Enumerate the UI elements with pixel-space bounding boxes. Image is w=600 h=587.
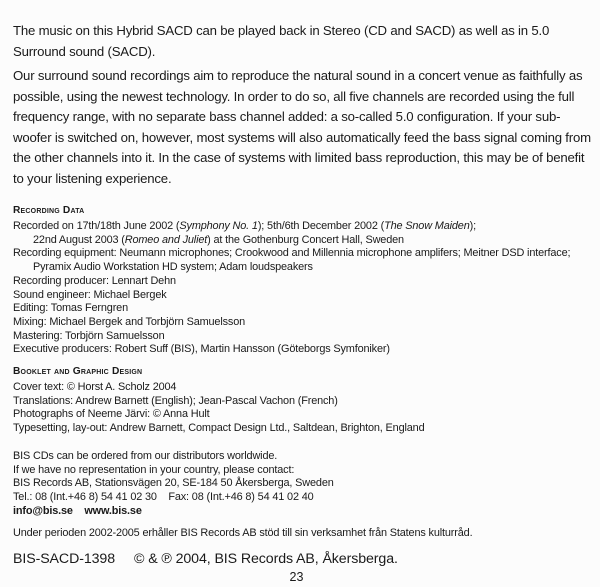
contact-line (13, 505, 592, 519)
catalogue-number: BIS-SACD-1398 (13, 551, 115, 568)
text-line: Translations: Andrew Barnett (English); Jean-Pascal Vachon (French) (13, 394, 338, 407)
text-line: Sound engineer: Michael Bergek (13, 288, 167, 301)
contact-separator (73, 505, 85, 517)
text-line: Cover text: © Horst A. Scholz 2004 (13, 381, 177, 394)
text-line: Pyramix Audio Workstation HD system; Adam loudspeakers (33, 261, 313, 274)
email-text: info@bis.se (13, 504, 73, 517)
text-line: BIS CDs can be ordered from our distributors worldwide. (13, 449, 278, 462)
distributor-lines (13, 450, 592, 505)
copyright-text: © & ℗ 2004, BIS Records AB, Åkersberga. (134, 551, 398, 568)
text-line: Recorded on 17th/18th June 2002 (Symphony No. 1); 5th/6th December 2002 (The Snow Maiden); (13, 220, 476, 232)
website-text: www.bis.se (84, 504, 142, 517)
text-line: Mastering: Torbjörn Samuelsson (13, 329, 165, 342)
text-line: Recording producer: Lennart Dehn (13, 274, 176, 287)
text-line: If we have no representation in your country, please contact: (13, 463, 295, 476)
recording-data-heading: Recording Data (13, 205, 85, 216)
catalogue-footer (13, 551, 592, 567)
text-line: Editing: Tomas Ferngren (13, 302, 128, 315)
text-line: Tel.: 08 (Int.+46 8) 54 41 02 30 Fax: 08 (Int.+46 8) 54 41 02 40 (13, 490, 314, 503)
text-line: BIS Records AB, Stationsvägen 20, SE-184 50 Åkersberga, Sweden (13, 477, 334, 490)
text-line: Typesetting, lay-out: Andrew Barnett, Compact Design Ltd., Saltdean, Brighton, England (13, 422, 425, 435)
text-line: Recording equipment: Neumann microphones; Crookwood and Millennia microphone amplifers; Meitner DSD interface; (13, 247, 571, 260)
booklet-design-lines (13, 381, 592, 436)
text-line: 22nd August 2003 (Romeo and Juliet) at the Gothenburg Concert Hall, Sweden (33, 233, 404, 246)
page-number: 23 (289, 570, 304, 585)
intro-paragraph-surround: Our surround sound recordings aim to reproduce the natural sound in a concert venue as faithfully as possible, using the newest technology. In order to do so, all five channels are recorded using the full frequency range, with no separate bass channel added: a so-called 5.0 configuration. If your sub-woofer is switched on, however, most systems will also automatically feed the bass signal coming from the other channels into it. In the case of systems with limited bass reproduction, this may be of benefit to your listening experience. (13, 68, 591, 186)
grant-note: Under perioden 2002-2005 erhåller BIS Records AB stöd till sin verksamhet från Statens kulturråd. (13, 527, 473, 540)
intro-paragraph-playback: The music on this Hybrid SACD can be played back in Stereo (CD and SACD) as well as in 5.0 Surround sound (SACD). (13, 23, 550, 59)
booklet-design-heading: Booklet and Graphic Design (13, 366, 143, 378)
recording-data-lines (13, 220, 592, 357)
text-line: Mixing: Michael Bergek and Torbjörn Samuelsson (13, 315, 246, 328)
text-line: Photographs of Neeme Järvi: © Anna Hult (13, 408, 210, 421)
text-line: Executive producers: Robert Suff (BIS), Martin Hansson (Göteborgs Symfoniker) (13, 343, 390, 356)
